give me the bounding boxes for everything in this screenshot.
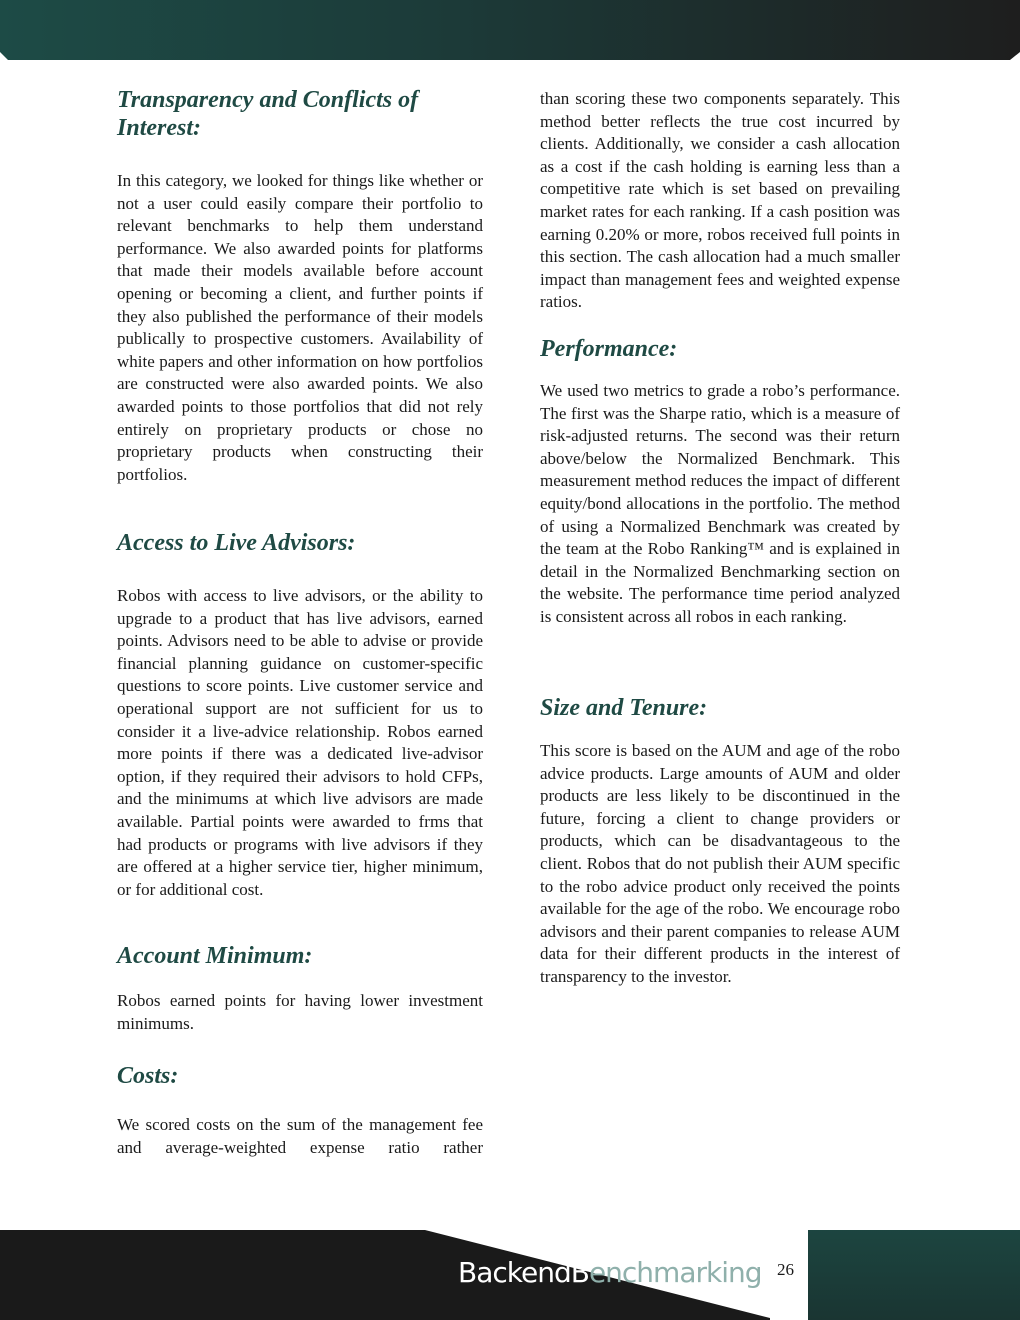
body-costs: We scored costs on the sum of the management fee and average-weighted expense ratio rather (117, 1115, 483, 1157)
backend-benchmarking-logo (458, 1256, 762, 1289)
heading-performance: Performance: (540, 336, 678, 362)
heading-account-minimum: Account Minimum: (117, 943, 313, 969)
body-live-advisors: Robos with access to live advisors, or the ability to upgrade to a product that has live advisors, earned points. Advisors need to be able to advise or provide financial planning guidance on customer-specific questions to score points. Live customer service and operational support are not sufficient for us to consider it a live-advice relationship. Robos earned more points if there was a dedicated live-advisor option, if they required their advisors to hold CFPs, and the minimums at which live advisors are made available. Partial points were awarded to frms that had products or programs with live advisors if they are offered at a higher service tier, higher minimum, or for additional cost. (117, 586, 483, 899)
body-size-tenure: This score is based on the AUM and age of the robo advice products. Large amounts of AUM and older products are less likely to be discontinued in the future, forcing a client to change providers or products, which can be disadvantageous to the client. Robos that do not publish their AUM specific to the robo advice product only received the points available for the age of the robo. We encourage robo advisors and their parent companies to release AUM data for their different products in the interest of transparency to the investor. (540, 741, 900, 986)
heading-live-advisors: Access to Live Advisors: (117, 530, 356, 556)
heading-size-tenure: Size and Tenure: (540, 695, 708, 721)
footer-green-block (808, 1230, 1020, 1320)
body-transparency: In this category, we looked for things like whether or not a user could easily compare their portfolio to relevant benchmarks to help them understand performance. We also awarded points for platforms that made their models available before account opening or becoming a client, and further points if they also published the performance of their models publically to prospective customers. Availability of white papers and other information on how portfolios are constructed were also awarded points. We also awarded points to those portfolios that did not rely entirely on proprietary products or chose no proprietary products when constructing their portfolios. (117, 171, 483, 484)
logo-text-benchmarking: enchmarking (588, 1256, 762, 1289)
heading-costs: Costs: (117, 1063, 179, 1089)
body-account-minimum: Robos earned points for having lower investment minimums. (117, 991, 483, 1033)
heading-transparency: Transparency and Conflicts of Interest: (117, 87, 419, 141)
body-performance: We used two metrics to grade a robo’s performance. The first was the Sharpe ratio, which is a measure of risk-adjusted returns. The second was their return above/below the Normalized Benchmark. This measurement method reduces the impact of different equity/bond allocations in the portfolio. The method of using a Normalized Benchmark was created by the team at the Robo Ranking™ and is explained in detail in the Normalized Benchmarking section on the website. The performance time period analyzed is consistent across all robos in each ranking. (540, 381, 900, 626)
top-banner (0, 0, 1020, 62)
page-number: 26 (777, 1260, 794, 1279)
body-costs-continued: than scoring these two components separately. This method better reflects the true cost incurred by clients. Additionally, we consider a cash allocation as a cost if the cash holding is earning less than a competitive rate which is set based on prevailing market rates for each ranking. If a cash position was earning 0.20% or more, robos received full points in this section. The cash allocation had a much smaller impact than management fees and weighted expense ratios. (540, 89, 900, 312)
logo-text-backend: BackendB (458, 1256, 589, 1289)
